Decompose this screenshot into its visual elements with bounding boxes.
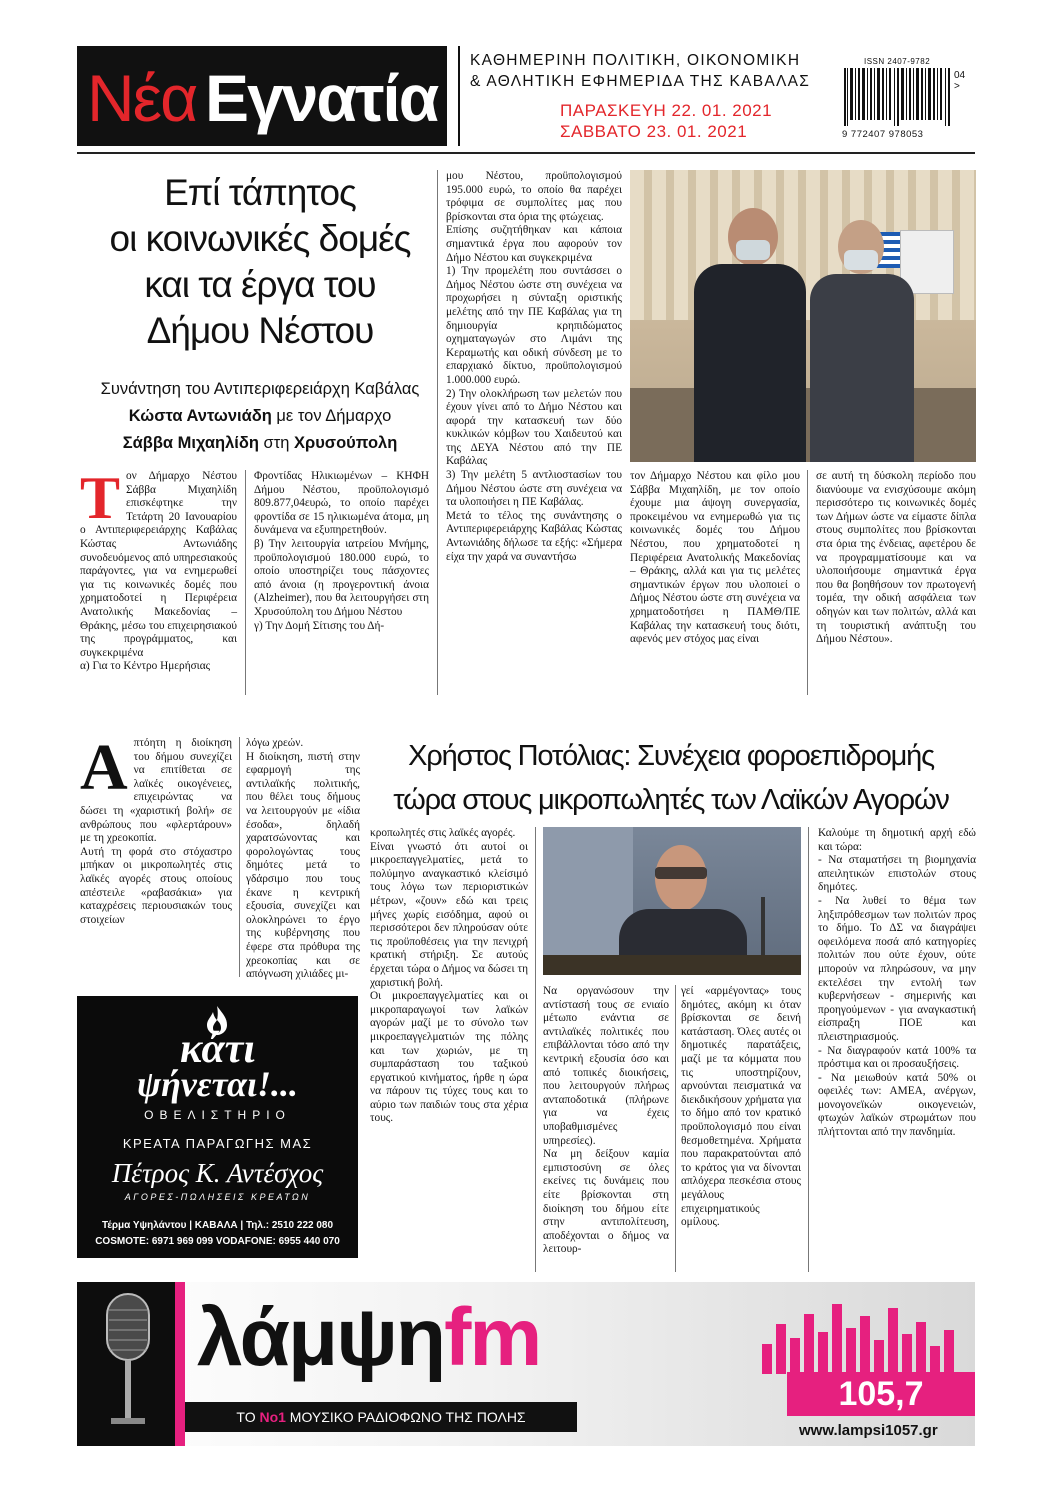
masthead-divider xyxy=(458,46,460,146)
article1-dropcap: Τ xyxy=(80,465,121,531)
masthead-tagline-1: ΚΑΘΗΜΕΡΙΝΗ ΠΟΛΙΤΙΚΗ, ΟΙΚΟΝΟΜΙΚΗ xyxy=(470,52,801,69)
butcher-ad-line-1: κάτι xyxy=(180,1026,255,1072)
article1-column-5: σε αυτή τη δύσκολη περίοδο που διανύουμε να ενισχύσουμε ακόμη περισσότερο τις κοινωνικές δομές των Δήμων ώστε να είμαστε δίπλα στους συμπολίτες που βρίσκονται στα όρια της ένδειας, αφετέρου δε να προγραμματίσουμε και να υλοποιήσουμε σημαντικά έργα που θα βοηθήσουν τον πρωτογενή τομέα, την οδική ασφάλεια των οδηγών και των πολιτών, αλλά και τη τουριστική ανάπτυξη του Δήμου Νέστου». xyxy=(816,470,976,646)
radio-frequency: 105,7 xyxy=(787,1372,975,1416)
masthead-date-2: ΣΑΒΒΑΤΟ 23. 01. 2021 xyxy=(560,122,748,141)
column-separator xyxy=(239,737,240,977)
butcher-ad-desc: ΑΓΟΡΕΣ-ΠΩΛΗΣΕΙΣ ΚΡΕΑΤΩΝ xyxy=(124,1192,311,1202)
equalizer-icon xyxy=(762,1294,962,1374)
article1-column-2: Φροντίδας Ηλικιωμένων – ΚΗΦΗ Δήμου Νέστου, προϋπολογισμό 809.877,04ευρώ, το οποίο παρέχει φροντίδα σε 15 ηλικιωμένα άτομα, μη δυνάμενα να εξυπηρετηθούν. β) Την λειτουργία ιατρείου Μνήμης, προϋπολογισμού 180.000 ευρώ, το οποίο υποστηρίζει τους πάσχοντες από άνοια (η προγεροντική άνοια (Alzheimer), που θα λειτουργήσει στη Χρυσούπολη του Δήμου Νέστου γ) Την Δομή Σίτισης του Δή- xyxy=(254,470,429,632)
article1-subheadline: Συνάντηση του Αντιπεριφερειάρχη Καβάλας Κώστα Αντωνιάδη με τον Δήμαρχο Σάββα Μιχαηλίδη στη Χρυσούπολη xyxy=(100,380,420,452)
article1-headline: Επί τάπητος οι κοινωνικές δομές και τα έργα του Δήμου Νέστου xyxy=(109,172,411,351)
article2-headline: Χρήστος Ποτόλιας: Συνέχεια φοροεπιδρομής τώρα στους μικροπωλητές των Λαϊκών Αγορών xyxy=(393,740,949,816)
column-separator xyxy=(807,470,808,695)
radio-brand: λάμψηfm xyxy=(197,1292,541,1383)
article1-column-4: τον Δήμαρχο Νέστου και φίλο μου Σάββα Μιχαηλίδη, με τον οποίο έχουμε μια άψογη συνεργασία, προκειμένου να ενημερωθώ για τις κοινωνικές δομές του Δήμου Νέστου, που χρηματοδοτεί η Περιφέρεια Ανατολικής Μακεδονίας – Θράκης, αλλά και για τις μελέτες σημαντικών έργων που υλοποιεί ο Δήμος Νέστου ώστε στη συνέχεια να χρηματοδοτήσει η ΠΑΜΘ/ΠΕ Καβάλας την κατασκευή τους διότι, αφενός μεν στόχος μας είναι xyxy=(630,470,800,646)
barcode-bars-icon xyxy=(842,68,954,126)
logo-nea: Νέα xyxy=(87,61,197,135)
butcher-advertisement xyxy=(77,996,358,1258)
issue-number: 04 > xyxy=(954,70,966,92)
butcher-ad-sub: ΟΒΕΛΙΣΤΗΡΙΟ xyxy=(144,1108,291,1122)
article2-dropcap: Α xyxy=(80,731,128,804)
butcher-ad-name: Πέτρος Κ. Αντέσχος xyxy=(111,1158,324,1188)
radio-slogan: ΤΟ Νο1 ΜΟΥΣΙΚΟ ΡΑΔΙΟΦΩΝΟ ΤΗΣ ΠΟΛΗΣ xyxy=(185,1402,577,1432)
barcode xyxy=(842,57,972,141)
masthead-rule xyxy=(77,152,975,154)
logo-egnatia: Εγνατία xyxy=(205,61,438,135)
column-separator xyxy=(675,985,676,1272)
radio-advertisement xyxy=(77,1282,975,1446)
article1-photo xyxy=(630,170,976,462)
column-separator xyxy=(808,827,809,1272)
photo-mask-left xyxy=(736,240,770,260)
newspaper-logo xyxy=(77,46,447,146)
photo-desk xyxy=(543,955,801,975)
microphone-icon xyxy=(85,1290,171,1440)
masthead-tagline-2: & ΑΘΛΗΤΙΚΗ ΕΦΗΜΕΡΙΔΑ ΤΗΣ ΚΑΒΑΛΑΣ xyxy=(470,73,811,90)
radio-url[interactable]: www.lampsi1057.gr xyxy=(799,1422,938,1439)
butcher-ad-contact-1: Τέρμα Υψηλάντου | ΚΑΒΑΛΑ | Τηλ.: 2510 222 080 xyxy=(101,1220,334,1231)
issn-label: ISSN 2407-9782 xyxy=(864,57,931,66)
column-separator xyxy=(535,827,536,1272)
article2-column-c: κροπωλητές στις λαϊκές αγορές. Είναι γνωστό ότι αυτοί οι μικροεπαγγελματίες, μετά το πολύμηνο αναγκαστικό κλείσιμό τους λόγω των περιοριστικών μέτρων, «ζουν» εδώ και τρεις μήνες χωρίς εισόδημα, αφού οι περισσότεροι δεν πληρούσαν ούτε τις προϋποθέσεις για την πενιχρή κρατική στήριξη. Σε αυτούς έρχεται τώρα ο Δήμος να δώσει τη χαριστική βολή. Οι μικροεπαγγελματίες και οι μικροπαραγωγοί των λαϊκών αγορών μαζί με το σύνολο των μικροεπαγγελματιών της πόλης και των χωριών, με τη συμπαράσταση του ταξικού εργατικού κινήματος, ήρθε η ώρα να πάρουν τις τύχες τους και το αύριο των παιδιών τους στα χέρια τους. xyxy=(370,827,528,1125)
photo-mask-right xyxy=(844,250,878,270)
butcher-ad-line-2: ψήνεται!... xyxy=(137,1064,298,1104)
article2-photo xyxy=(543,827,801,975)
butcher-ad-slogan: ΚΡΕΑΤΑ ΠΑΡΑΓΩΓΗΣ ΜΑΣ xyxy=(122,1136,313,1151)
article2-column-d: Να οργανώσουν την αντίστασή τους σε ενιαίο μέτωπο ενάντια σε αντιλαϊκές πολιτικές που επιβάλλονται τόσο από την κεντρική εξουσία όσο και από τοπικές διοικήσεις, που λειτουργούν πλήρως ανταποδοτικά (πλήρωνε για να έχεις υποβαθμισμένες υπηρεσίες). Να μη δείξουν καμία εμπιστοσύνη σε όλες εκείνες τις δυνάμεις που είτε βρίσκονται στη διοίκηση του δήμου είτε στην αντιπολίτευση, αποδέχονται ο δήμος να λειτουρ- xyxy=(543,985,669,1256)
photo-person-right-body xyxy=(810,274,914,462)
article2-column-a: Α πτόητη η διοίκηση του δήμου συνεχίζει να επιτίθεται σε λαϊκές οικογένειες, επιχειρώντας να δώσει τη «χαριστική βολή» σε ανθρώπους που «φλερτάρουν» με τη χρεοκοπία. Αυτή τη φορά στο στόχαστρο μπήκαν οι μικροπωλητές στις λαϊκές αγορές στους οποίους απέστειλε «ραβασάκια» για καταχρέσεις περιουσιακών τους στοιχείων xyxy=(80,731,232,926)
article2-column-f: Καλούμε τη δημοτική αρχή εδώ και τώρα: - Να σταματήσει τη βιομηχανία απειλητικών επιστολών στους δημότες. - Να λυθεί το θέμα των ληξιπρόθεσμων των πολιτών προς το δήμο. Το ΔΣ να διαγράψει οφειλόμενα ποσά από κατηγορίες πολιτών που ούτε έχουν, ούτε μπορούν να πληρώσουν, να μην εκτελέσει την εντολή των κυβερνήσεων - σημερινής και προηγούμενων - για αναγκαστική είσπραξη ΠΟΕ και πλειστηριασμούς. - Να διαγραφούν κατά 100% τα πρόστιμα και οι προσαυξήσεις. - Να μειωθούν κατά 50% οι οφειλές των: ΑΜΕΑ, ανέργων, μονογονεϊκών οικογενειών, φτωχών λαϊκών στρωμάτων που πλήττονται από την πανδημία. xyxy=(818,827,976,1139)
photo-speaker-glasses xyxy=(655,867,707,879)
butcher-ad-contact-2: COSMOTE: 6971 969 099 VODAFONE: 6955 440 070 xyxy=(95,1236,340,1247)
article2-column-e: γεί «αρμέγοντας» τους δημότες, ακόμη κι όταν βρίσκονται σε δεινή κατάσταση. Όλες αυτές οι δημοτικές παρατάξεις, μαζί με τα κόμματα που τις υποστηρίζουν, αρνούνται πεισματικά να διεκδικήσουν χρήματα για το δήμο από τον κρατικό προϋπολογισμό που είναι θεσμοθετημένα. Χρήματα που παρακρατούνται από το κράτος για να δίνονται απλόχερα πεσκέσια στους μεγάλους επιχειρηματικούς ομίλους. xyxy=(681,985,801,1229)
article1-column-3: μου Νέστου, προϋπολογισμού 195.000 ευρώ, το οποίο θα παρέχει τρόφιμα σε συμπολίτες μας που βρίσκονται στα όρια της φτώχειας. Επίσης συζητήθηκαν και κάποια σημαντικά έργα που αφορούν τον Δήμο Νέστου και συγκεκριμένα 1) Την προμελέτη που συντάσσει ο Δήμος Νέστου ώστε στη συνέχεια να προχωρήσει η σύνταξη οριστικής μελέτης από την ΠΕ Καβάλας για τη δημιουργία κρηπιδώματος οχηματαγωγών στο Λιμάνι της Κεραμωτής και οδική σύνδεση με το επαρχιακό δίκτυο, προϋπολογισμού 1.000.000 ευρώ. 2) Την ολοκλήρωση των μελετών που έχουν γίνει από το Δήμο Νέστου και αφορά την κατασκευή των δύο κυκλικών κόμβων του Χαιδευτού και της ΔΕΥΑ Νέστου από την ΠΕ Καβάλας 3) Την μελέτη 5 αντλιοστασίων του Δήμου Νέστου ώστε στη συνέχεια να τα υλοποιήσει η ΠΕ Καβάλας. Μετά το τέλος της συνάντησης ο Αντιπεριφερειάρχης Καβάλας Κώστας Αντωνιάδης δήλωσε τα εξής: «Σήμερα είχα την χαρά να συναντήσω xyxy=(446,170,622,563)
column-separator xyxy=(437,170,438,695)
masthead-date-1: ΠΑΡΑΣΚΕΥΗ 22. 01. 2021 xyxy=(560,101,773,120)
photo-person-left-body xyxy=(694,264,806,462)
column-separator xyxy=(245,470,246,695)
barcode-number: 9 772407 978053 xyxy=(842,129,924,140)
article2-column-b: λόγω χρεών. Η διοίκηση, πιστή στην εφαρμογή της αντιλαϊκής πολιτικής, που θέλει τους δήμους να λειτουργούν με «ίδια έσοδα», δηλαδή χαρατσώνοντας και φορολογώντας τους δημότες μετά το γδάρσιμο που τους έκανε η κεντρική εξουσία, συνεχίζει και ολοκληρώνει το έργο της κυβέρνησης που έφερε στα πρόθυρα της χρεοκοπίας και σε απόγνωση χιλιάδες μι- xyxy=(246,737,360,981)
article1-column-1: Τ ον Δήμαρχο Νέστου Σάββα Μιχαηλίδη επισκέφτηκε την Τετάρτη 20 Ιανουαρίου ο Αντιπεριφερειάρχης Καβάλας Κώστας Αντωνιάδης συνοδευόμενος από υπηρεσιακούς παράγοντες, για να ενημερωθεί για τις κοινωνικές δομές που χρηματοδοτεί η Περιφέρεια Ανατολικής Μακεδονίας – Θράκης, μέσω του επιχειρησιακού της προγράμματος, και συγκεκριμένα α) Για το Κέντρο Ημερήσιας xyxy=(80,465,237,673)
radio-ad-pink-strip xyxy=(175,1282,185,1446)
